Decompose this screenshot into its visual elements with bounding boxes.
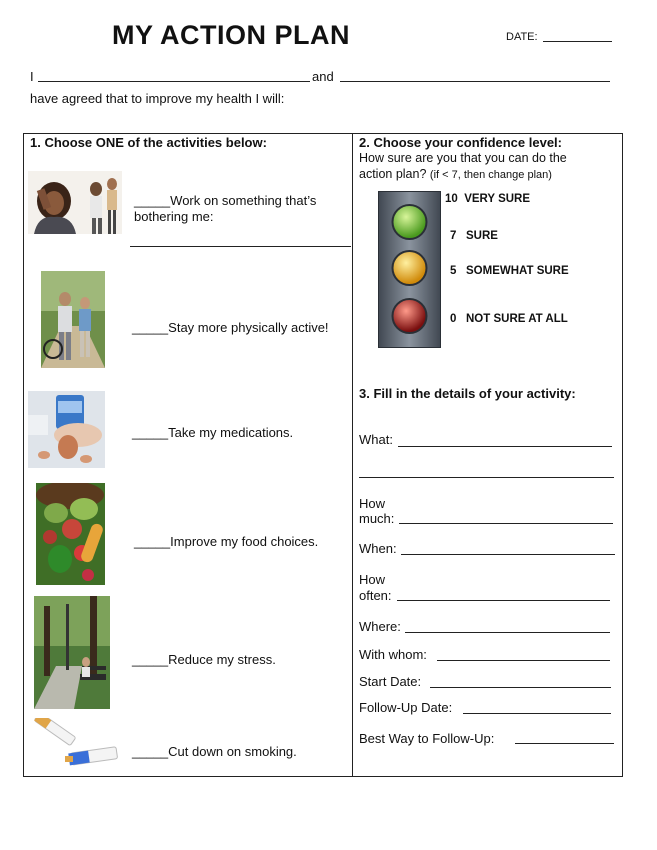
park-bench-photo <box>34 596 110 709</box>
what-label: What: <box>359 432 393 447</box>
how-often-label: often: <box>359 588 392 603</box>
with-whom-field[interactable] <box>437 660 610 661</box>
participant-name-field[interactable] <box>38 81 310 82</box>
traffic-light-icon <box>378 191 441 348</box>
best-way-field[interactable] <box>515 743 614 744</box>
section1-heading: 1. Choose ONE of the activities below: <box>30 135 267 150</box>
date-label: DATE: <box>506 31 538 43</box>
vegetables-photo <box>36 483 105 585</box>
how-often-field[interactable] <box>397 600 610 601</box>
line-and-label: and <box>312 69 334 84</box>
confidence-question: How sure are you that you can do the <box>359 151 567 165</box>
how-much-label: much: <box>359 511 395 526</box>
follow-up-date-field[interactable] <box>463 713 611 714</box>
date-field[interactable] <box>543 41 612 42</box>
agreement-text: have agreed that to improve my health I will: <box>30 91 285 106</box>
broken-cigarette-photo <box>29 718 119 774</box>
confidence-level-10[interactable]: 10 VERY SURE <box>445 193 531 205</box>
section3-heading: 3. Fill in the details of your activity: <box>359 386 576 401</box>
start-date-field[interactable] <box>430 687 611 688</box>
how-often-label-line1: How <box>359 572 386 587</box>
when-field[interactable] <box>401 554 615 555</box>
medication-photo <box>28 391 105 468</box>
what-field[interactable] <box>398 446 612 447</box>
best-way-label: Best Way to Follow-Up: <box>359 731 495 746</box>
how-much-label-line1: How <box>359 496 386 511</box>
where-label: Where: <box>359 619 401 634</box>
confidence-level-5[interactable]: 5 SOMEWHAT SURE <box>450 265 569 277</box>
activity-6-label[interactable]: _____Cut down on smoking. <box>132 744 297 759</box>
when-label: When: <box>359 541 397 556</box>
worried-person-photo <box>28 171 122 234</box>
follow-up-date-label: Follow-Up Date: <box>359 700 453 715</box>
activity-3-label[interactable]: _____Take my medications. <box>132 425 294 440</box>
where-field[interactable] <box>405 632 610 633</box>
activity-1-label[interactable]: _____Work on something that’s <box>134 193 317 208</box>
confidence-question-line2: action plan? (if < 7, then change plan) <box>359 167 552 181</box>
line-i-label: I <box>30 69 34 84</box>
walking-couple-photo <box>41 271 105 368</box>
with-whom-label: With whom: <box>359 647 427 662</box>
what-field-line2[interactable] <box>359 477 614 478</box>
confidence-level-0[interactable]: 0 NOT SURE AT ALL <box>450 313 568 325</box>
activity-1-detail-field[interactable] <box>130 246 351 247</box>
page-title: MY ACTION PLAN <box>112 20 351 50</box>
partner-name-field[interactable] <box>340 81 610 82</box>
start-date-label: Start Date: <box>359 674 422 689</box>
how-much-field[interactable] <box>399 523 613 524</box>
activity-5-label[interactable]: _____Reduce my stress. <box>132 652 276 667</box>
activity-2-label[interactable]: _____Stay more physically active! <box>132 320 329 335</box>
activity-4-label[interactable]: _____Improve my food choices. <box>134 534 319 549</box>
confidence-level-7[interactable]: 7 SURE <box>450 230 498 242</box>
activity-1-label-line2: bothering me: <box>134 209 214 224</box>
column-divider <box>352 133 353 777</box>
section2-heading: 2. Choose your confidence level: <box>359 135 562 150</box>
